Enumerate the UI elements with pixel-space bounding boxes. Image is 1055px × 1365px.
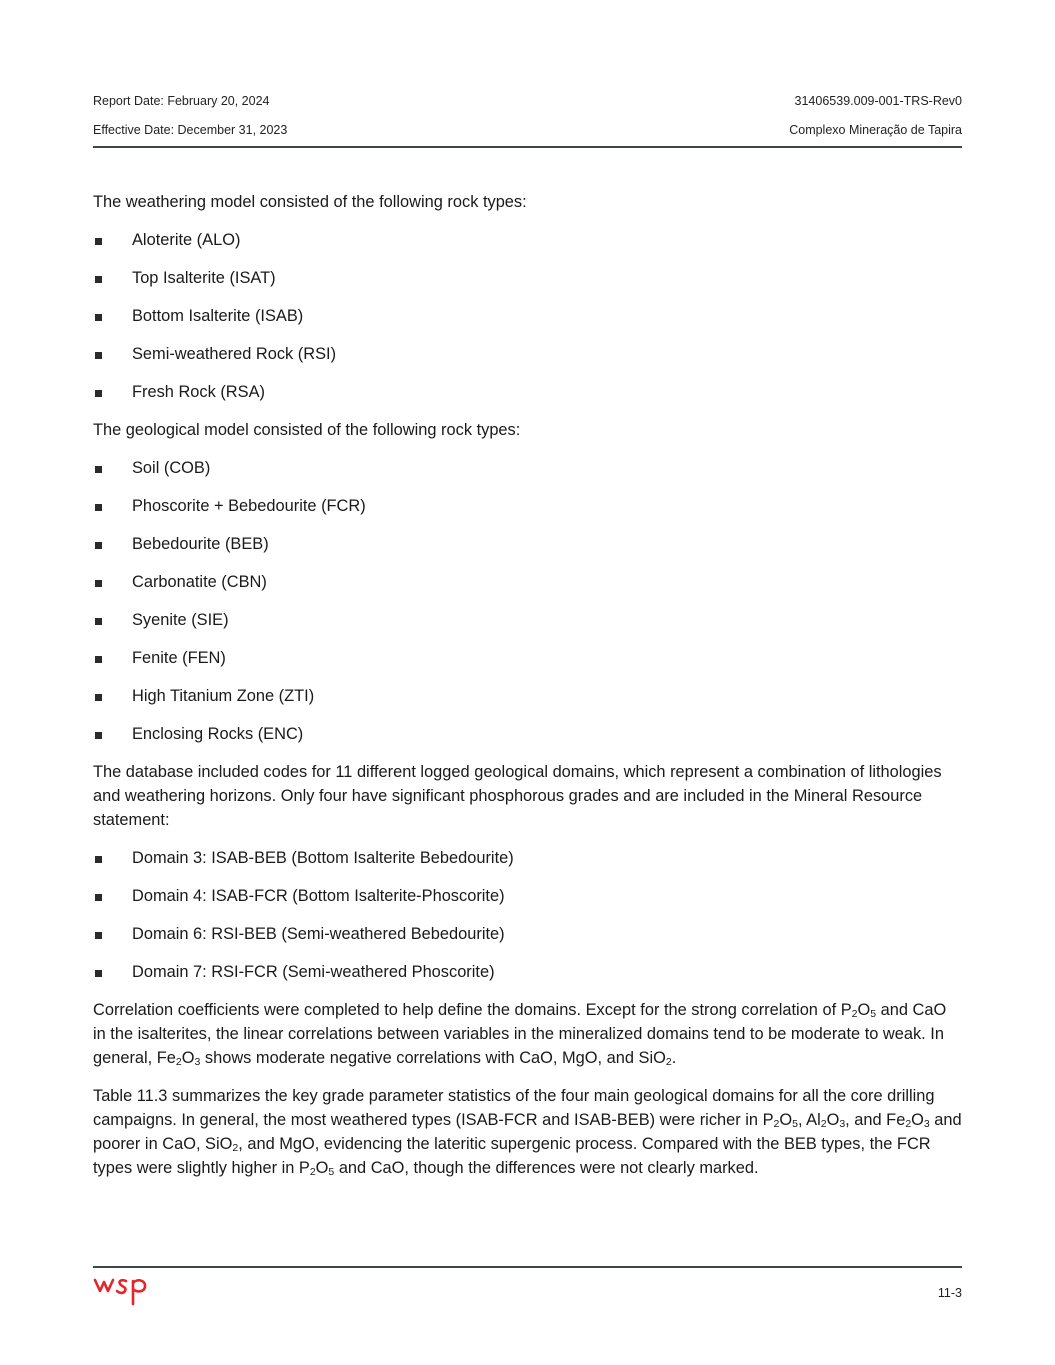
list-item <box>93 456 962 480</box>
header-row-2 <box>93 123 962 139</box>
bullet-icon <box>95 504 102 511</box>
list-item-text: Syenite (SIE) <box>132 611 229 629</box>
list-item <box>93 570 962 594</box>
list-item <box>93 380 962 404</box>
bullet-icon <box>95 238 102 245</box>
list-item-text: Carbonatite (CBN) <box>132 573 267 591</box>
bullet-icon <box>95 656 102 663</box>
correlation-paragraph: Correlation coefficients were completed to help define the domains. Except for the strong correlation of $P_2O_5$ and CaO in the isalterites, the linear correlations between variables in the mineralized domains tend to be moderate to weak. In general, $Fe_2O_3$ shows moderate negative correlations with CaO, MgO, and SiO$_2$. <box>93 1001 947 1068</box>
list-item <box>93 960 962 984</box>
bullet-icon <box>95 618 102 625</box>
list-item-text: Phoscorite + Bebedourite (FCR) <box>132 497 366 515</box>
list-item <box>93 722 962 746</box>
bullet-icon <box>95 732 102 739</box>
wsp-logo <box>93 1274 157 1308</box>
list-item-text: Soil (COB) <box>132 459 211 477</box>
summary-paragraph: Table 11.3 summarizes the key grade parameter statistics of the four main geological domains for all the core drilling campaigns. In general, the most weathered types (ISAB-FCR and ISAB-BEB) were richer in $P_2O_5$, $Al_2O_3$, and $Fe_2O_3$ and poorer in CaO, SiO$_2$, and MgO, evidencing the lateritic supergenic process. Compared with the BEB types, the FCR types were slightly higher in $P_2O_5$ and CaO, though the differences were not clearly marked. <box>93 1087 962 1178</box>
geological-intro: The geological model consisted of the following rock types: <box>93 421 521 439</box>
list-item <box>93 494 962 518</box>
weathering-intro: The weathering model consisted of the following rock types: <box>93 193 527 211</box>
list-item-text: Bottom Isalterite (ISAB) <box>132 307 304 325</box>
header-divider <box>93 146 962 148</box>
bullet-icon <box>95 932 102 939</box>
geological-list <box>93 456 962 746</box>
bullet-icon <box>95 856 102 863</box>
domains-list <box>93 846 962 984</box>
list-item <box>93 922 962 946</box>
report-date: Report Date: February 20, 2024 <box>93 94 270 108</box>
list-item <box>93 846 962 870</box>
list-item <box>93 608 962 632</box>
list-item <box>93 342 962 366</box>
list-item-text: Domain 6: RSI-BEB (Semi-weathered Bebedourite) <box>132 925 505 943</box>
domains-intro: The database included codes for 11 different logged geological domains, which represent a combination of lithologies and weathering horizons. Only four have significant phosphorous grades and are included in the Mineral Resource statement: <box>93 763 942 829</box>
list-item <box>93 532 962 556</box>
bullet-icon <box>95 970 102 977</box>
list-item-text: High Titanium Zone (ZTI) <box>132 687 315 705</box>
effective-date: Effective Date: December 31, 2023 <box>93 123 288 137</box>
bullet-icon <box>95 390 102 397</box>
bullet-icon <box>95 694 102 701</box>
list-item <box>93 646 962 670</box>
bullet-icon <box>95 894 102 901</box>
body-content <box>93 190 962 1194</box>
list-item <box>93 228 962 252</box>
list-item-text: Domain 4: ISAB-FCR (Bottom Isalterite-Phoscorite) <box>132 887 505 905</box>
list-item-text: Bebedourite (BEB) <box>132 535 269 553</box>
weathering-list <box>93 228 962 404</box>
footer-divider <box>93 1266 962 1268</box>
bullet-icon <box>95 580 102 587</box>
list-item-text: Semi-weathered Rock (RSI) <box>132 345 337 363</box>
list-item <box>93 884 962 908</box>
list-item <box>93 684 962 708</box>
page-number: 11-3 <box>937 1286 962 1300</box>
list-item-text: Domain 3: ISAB-BEB (Bottom Isalterite Bebedourite) <box>132 849 514 867</box>
bullet-icon <box>95 314 102 321</box>
list-item-text: Fenite (FEN) <box>132 649 226 667</box>
list-item-text: Domain 7: RSI-FCR (Semi-weathered Phoscorite) <box>132 963 495 981</box>
header-row-1 <box>93 94 962 110</box>
list-item-text: Aloterite (ALO) <box>132 231 241 249</box>
list-item-text: Enclosing Rocks (ENC) <box>132 725 304 743</box>
list-item <box>93 266 962 290</box>
document-id: 31406539.009-001-TRS-Rev0 <box>794 94 962 108</box>
project-name: Complexo Mineração de Tapira <box>789 123 962 137</box>
bullet-icon <box>95 352 102 359</box>
list-item <box>93 304 962 328</box>
bullet-icon <box>95 276 102 283</box>
list-item-text: Fresh Rock (RSA) <box>132 383 265 401</box>
list-item-text: Top Isalterite (ISAT) <box>132 269 276 287</box>
bullet-icon <box>95 542 102 549</box>
bullet-icon <box>95 466 102 473</box>
